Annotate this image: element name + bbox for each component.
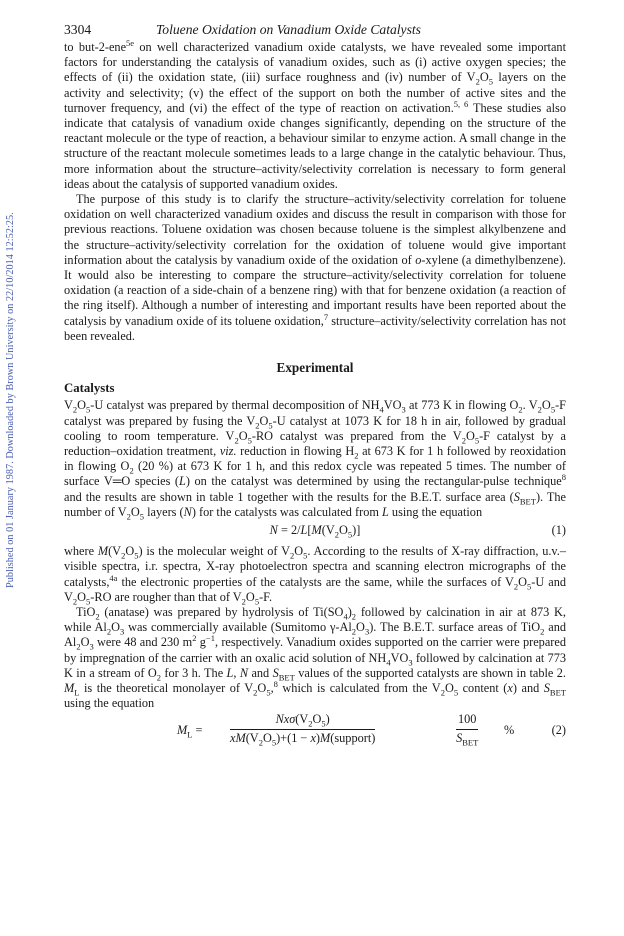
paragraph-catalysts-1: $V_2O_5-U$ catalyst was prepared by thermal decomposition of $NH_4VO_3$ at 773 K in flowing $O_2$. $V_2O_5-F$ catalyst was prepared by fusing the $V_2O_5-U$ catalyst at 1073 K for 18 h in air, followed by gradual cooling to room temperature. $V_2O_5-RO$ catalyst was prepared from the $V_2O_5-F$ catalyst by a reduction–oxidation treatment, viz. reduction in flowing $H_2$ at 673 K for 1 h followed by reoxidation in flowing $O_2$ (20 %) at 673 K for 1 h, and this redox cycle was repeated 5 times. The number of surface V═O species (L) on the catalyst was determined by using the rectangular-pulse technique$^8$ and the results are shown in table 1 together with the results for the B.E.T. surface area $(S_{BET})$. The number of $V_2O_5$ layers (N) for the catalysts was calculated from L using the equation bbox=[64, 398, 567, 522]
equation-2 bbox=[64, 712, 566, 750]
equation-1-number: (1) bbox=[551, 523, 566, 538]
equation-2-number: (2) bbox=[551, 723, 566, 738]
section-heading-experimental: Experimental bbox=[276, 360, 354, 376]
paragraph-catalysts-3: TiO$_2$ (anatase) was prepared by hydrolysis of $Ti(SO_4)_2$ followed by calcination in air at 873 K, while $Al_2O_3$ was commercially available (Sumitomo $\gamma-Al_2O_3$). The B.E.T. surface areas of TiO$_2$ and $Al_2O_3$ were 48 and 230 $m^2$ $g^{-1}$, respectively. Vanadium oxides supported on the carrier were prepared by impregnation of the carrier with an oxalic acid solution of $NH_4VO_3$ followed by calcination at 773 K in a stream of $O_2$ for 3 h. The L, N and $S_{BET}$ values of the supported catalysts are shown in table 2. $M_L$ is the theoretical monolayer of $V_2O_5,^8$ which is calculated from the $V_2O_5$ content (x) and $S_{BET}$ using the equation bbox=[64, 604, 567, 711]
equation-1 bbox=[64, 523, 566, 541]
page-number: 3304 bbox=[64, 22, 92, 37]
equation-2-numerator-2: 100 bbox=[456, 712, 478, 729]
paragraph-intro-2: The purpose of this study is to clarify the structure–activity/selectivity correlation for toluene oxidation on well characterized vanadium oxides and discuss the result in comparison with those for previous reactions. Toluene oxidation was chosen because toluene is the simplest alkylbenzene and the structure–activity/selectivity correlation for the oxidation of toluene would give important information about the catalysis by vanadium oxide of the oxidation of o-xylene (a dimethylbenzene). It would also be interesting to compare the structure–activity/selectivity correlation for toluene oxidation (a reaction of a side-chain of a benzene ring) with that for benzene oxidation (a reaction of the ring itself). Although a number of interesting and important results have been reported about the catalysis by vanadium oxide of its toluene oxidation,$^7$ structure–activity/selectivity correlation has not been revealed. bbox=[64, 192, 567, 343]
equation-2-fraction-2 bbox=[456, 712, 478, 745]
article-body bbox=[64, 37, 567, 750]
paragraph-catalysts-2: where $M(V_2O_5)$ is the molecular weight of $V_2O_5$. According to the results of X-ray diffraction, u.v.–visible spectra, i.r. spectra, X-ray photoelectron spectra and scanning electron micrographs of the catalysts,$^{4a}$ the electronic properties of the catalysts are the same, while the surfaces of $V_2O_5-U$ and $V_2O_5-RO$ are rougher than that of $V_2O_5-F$. bbox=[64, 544, 566, 607]
side-note-text: Published on 01 January 1987. Downloaded by Brown University on 22/10/2014 12:52:25. bbox=[5, 212, 16, 588]
equation-2-percent: % bbox=[504, 723, 515, 738]
equation-1-expression: $N = 2/L[M(V_2O_5)]$ bbox=[269, 523, 361, 540]
subsection-heading-catalysts: Catalysts bbox=[64, 381, 115, 396]
equation-2-denominator-2: $S_{BET}$ bbox=[456, 730, 479, 747]
running-title: Toluene Oxidation on Vanadium Oxide Catalysts bbox=[156, 22, 421, 37]
equation-2-numerator-1: $Nx\sigma(V_2O_5)$ bbox=[230, 712, 375, 729]
equation-2-denominator-1: $xM(V_2O_5)+(1$ − x)M(support) bbox=[230, 730, 376, 747]
publication-side-note bbox=[2, 90, 18, 590]
page-header bbox=[64, 22, 564, 40]
equation-2-fraction-1 bbox=[230, 712, 375, 745]
paragraph-intro-1: to but-2-ene$^{5e}$ on well characterized vanadium oxide catalysts, we have revealed some important factors for understanding the catalysis of vanadium oxides, such as (i) active oxygen species; the effects of (ii) the oxidation state, (iii) surface roughness and (iv) number of $V_2O_5$ layers on the activity and selectivity; (v) the effect of the support on both the number of active sites and the turnover frequency, and (vi) the effect of the type of reaction on activation.$^{5, 6}$ These studies also indicate that catalysis of vanadium oxide changes significantly, depending on the structure of the reactant molecule or the type of reaction, a behaviour similar to enzyme action. A small change in the structure of the reactant molecule sometimes leads to a large change in the catalytic behaviour. Thus, more information about the structure–activity/selectivity correlation is necessary to form general ideas about the catalysis of supported vanadium oxides. bbox=[64, 37, 566, 191]
equation-2-lhs: $M_L$ = bbox=[177, 723, 203, 740]
